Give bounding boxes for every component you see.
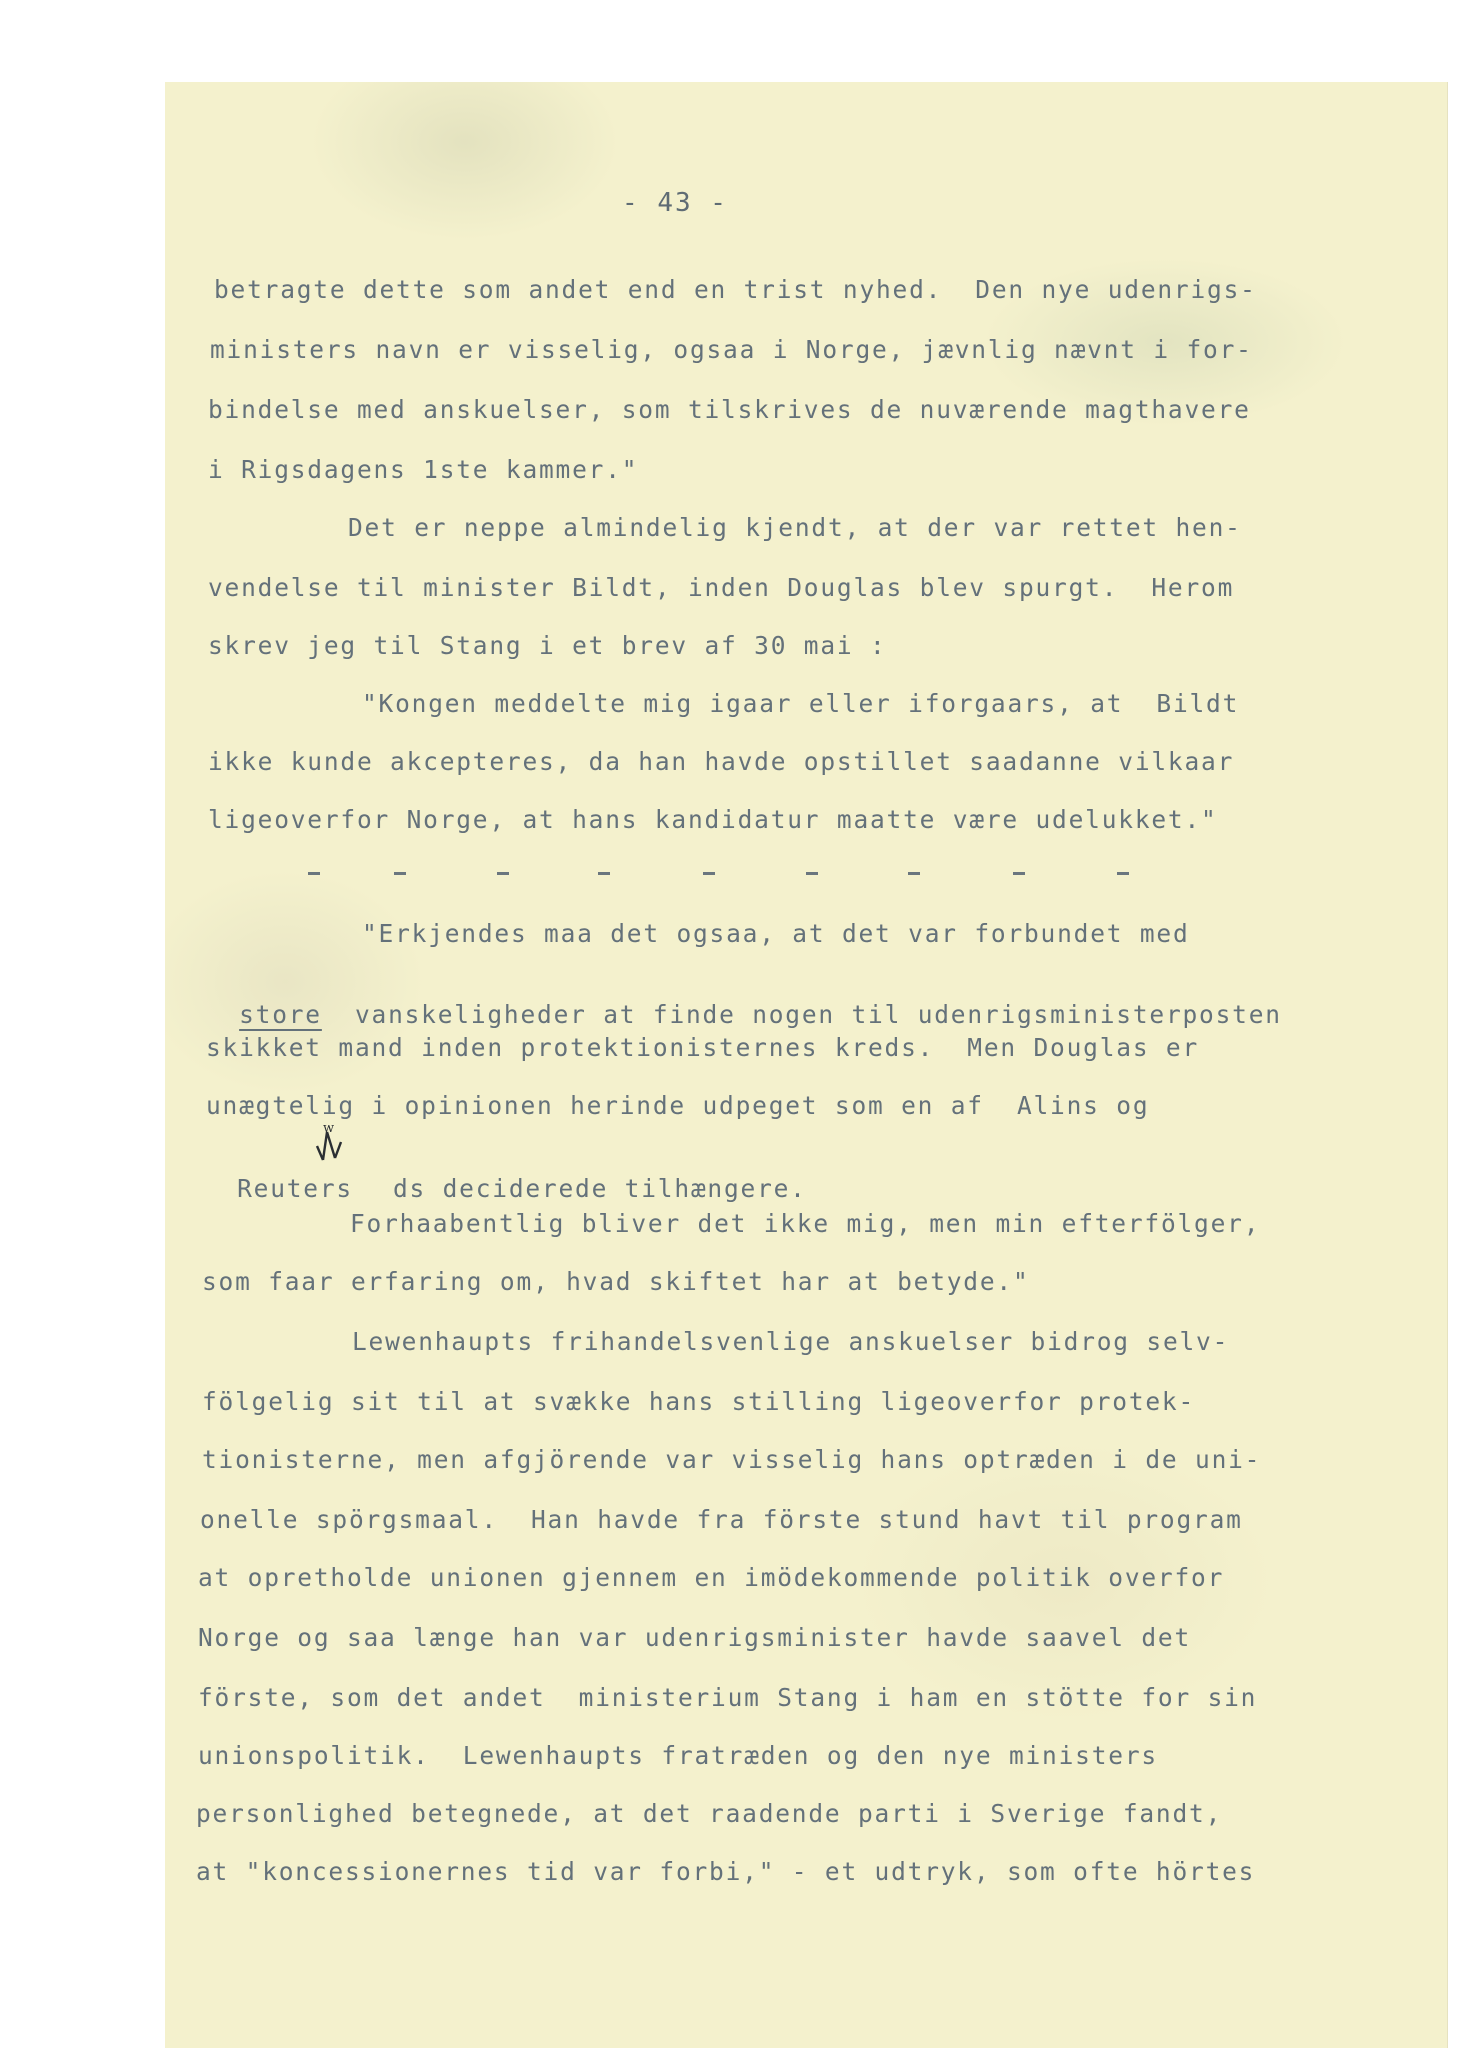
quote-line: Reuters ds deciderede tilhængere. [237, 1173, 807, 1203]
text-line: bindelse med anskuelser, som tilskrives de nuværende magthavere [208, 395, 1251, 424]
dash-separator [0, 858, 1469, 888]
quote-line: ligeoverfor Norge, at hans kandidatur maatte være udelukket." [208, 805, 1218, 834]
text-line: vendelse til minister Bildt, inden Douglas blev spurgt. Herom [208, 573, 1235, 602]
svg-text:w: w [323, 1122, 335, 1136]
text-line: personlighed betegnede, at det raadende parti i Sverige fandt, [196, 1799, 1223, 1828]
quote-line: som faar erfaring om, hvad skiftet har at betyde." [202, 1267, 1030, 1296]
quote-line: ikke kunde akcepteres, da han havde opstillet saadanne vilkaar [208, 747, 1235, 776]
text-line: at "koncessionernes tid var forbi," - et udtryk, som ofte hörtes [196, 1857, 1256, 1886]
text-line: Lewenhaupts frihandelsvenlige anskuelser bidrog selv- [352, 1327, 1230, 1356]
text-line: skrev jeg til Stang i et brev af 30 mai : [208, 631, 887, 660]
text-line: förste, som det andet ministerium Stang i ham en stötte for sin [198, 1683, 1258, 1712]
text-line: at opretholde unionen gjennem en imödekommende politik overfor [198, 1563, 1225, 1592]
text-line: onelle spörgsmaal. Han havde fra förste stund havt til program [200, 1505, 1243, 1534]
text-line: betragte dette som andet end en trist nyhed. Den nye udenrigs- [214, 275, 1257, 304]
text-line: Det er neppe almindelig kjendt, at der var rettet hen- [348, 513, 1242, 542]
quote-line: "Erkjendes maa det ogsaa, at det var forbundet med [362, 919, 1190, 948]
text-line: tionisterne, men afgjörende var visselig hans optræden i de uni- [202, 1445, 1262, 1474]
quote-line: unægtelig i opinionen herinde udpeget som en af Alins og [206, 1091, 1150, 1120]
text-line: unionspolitik. Lewenhaupts fratræden og den nye ministers [198, 1741, 1158, 1770]
underlined-word: store [239, 999, 322, 1029]
page-number: - 43 - [622, 188, 728, 218]
text-line: i Rigsdagens 1ste kammer." [208, 455, 639, 484]
quote-line: "Kongen meddelte mig igaar eller iforgaars, at Bildt [362, 689, 1240, 718]
quote-line: Forhaabentlig bliver det ikke mig, men min efterfölger, [350, 1209, 1261, 1238]
quote-line: store vanskeligheder at finde nogen til udenrigsministerposten [239, 999, 1282, 1029]
text-line: ministers navn er visselig, ogsaa i Norge, jævnlig nævnt i for- [210, 335, 1253, 364]
text-line: Norge og saa længe han var udenrigsminister havde saavel det [198, 1623, 1192, 1652]
text-line: fölgelig sit til at svække hans stilling ligeoverfor protek- [202, 1387, 1196, 1416]
handwritten-correction [313, 1122, 345, 1162]
quote-line: skikket mand inden protektionisternes kreds. Men Douglas er [206, 1033, 1200, 1062]
